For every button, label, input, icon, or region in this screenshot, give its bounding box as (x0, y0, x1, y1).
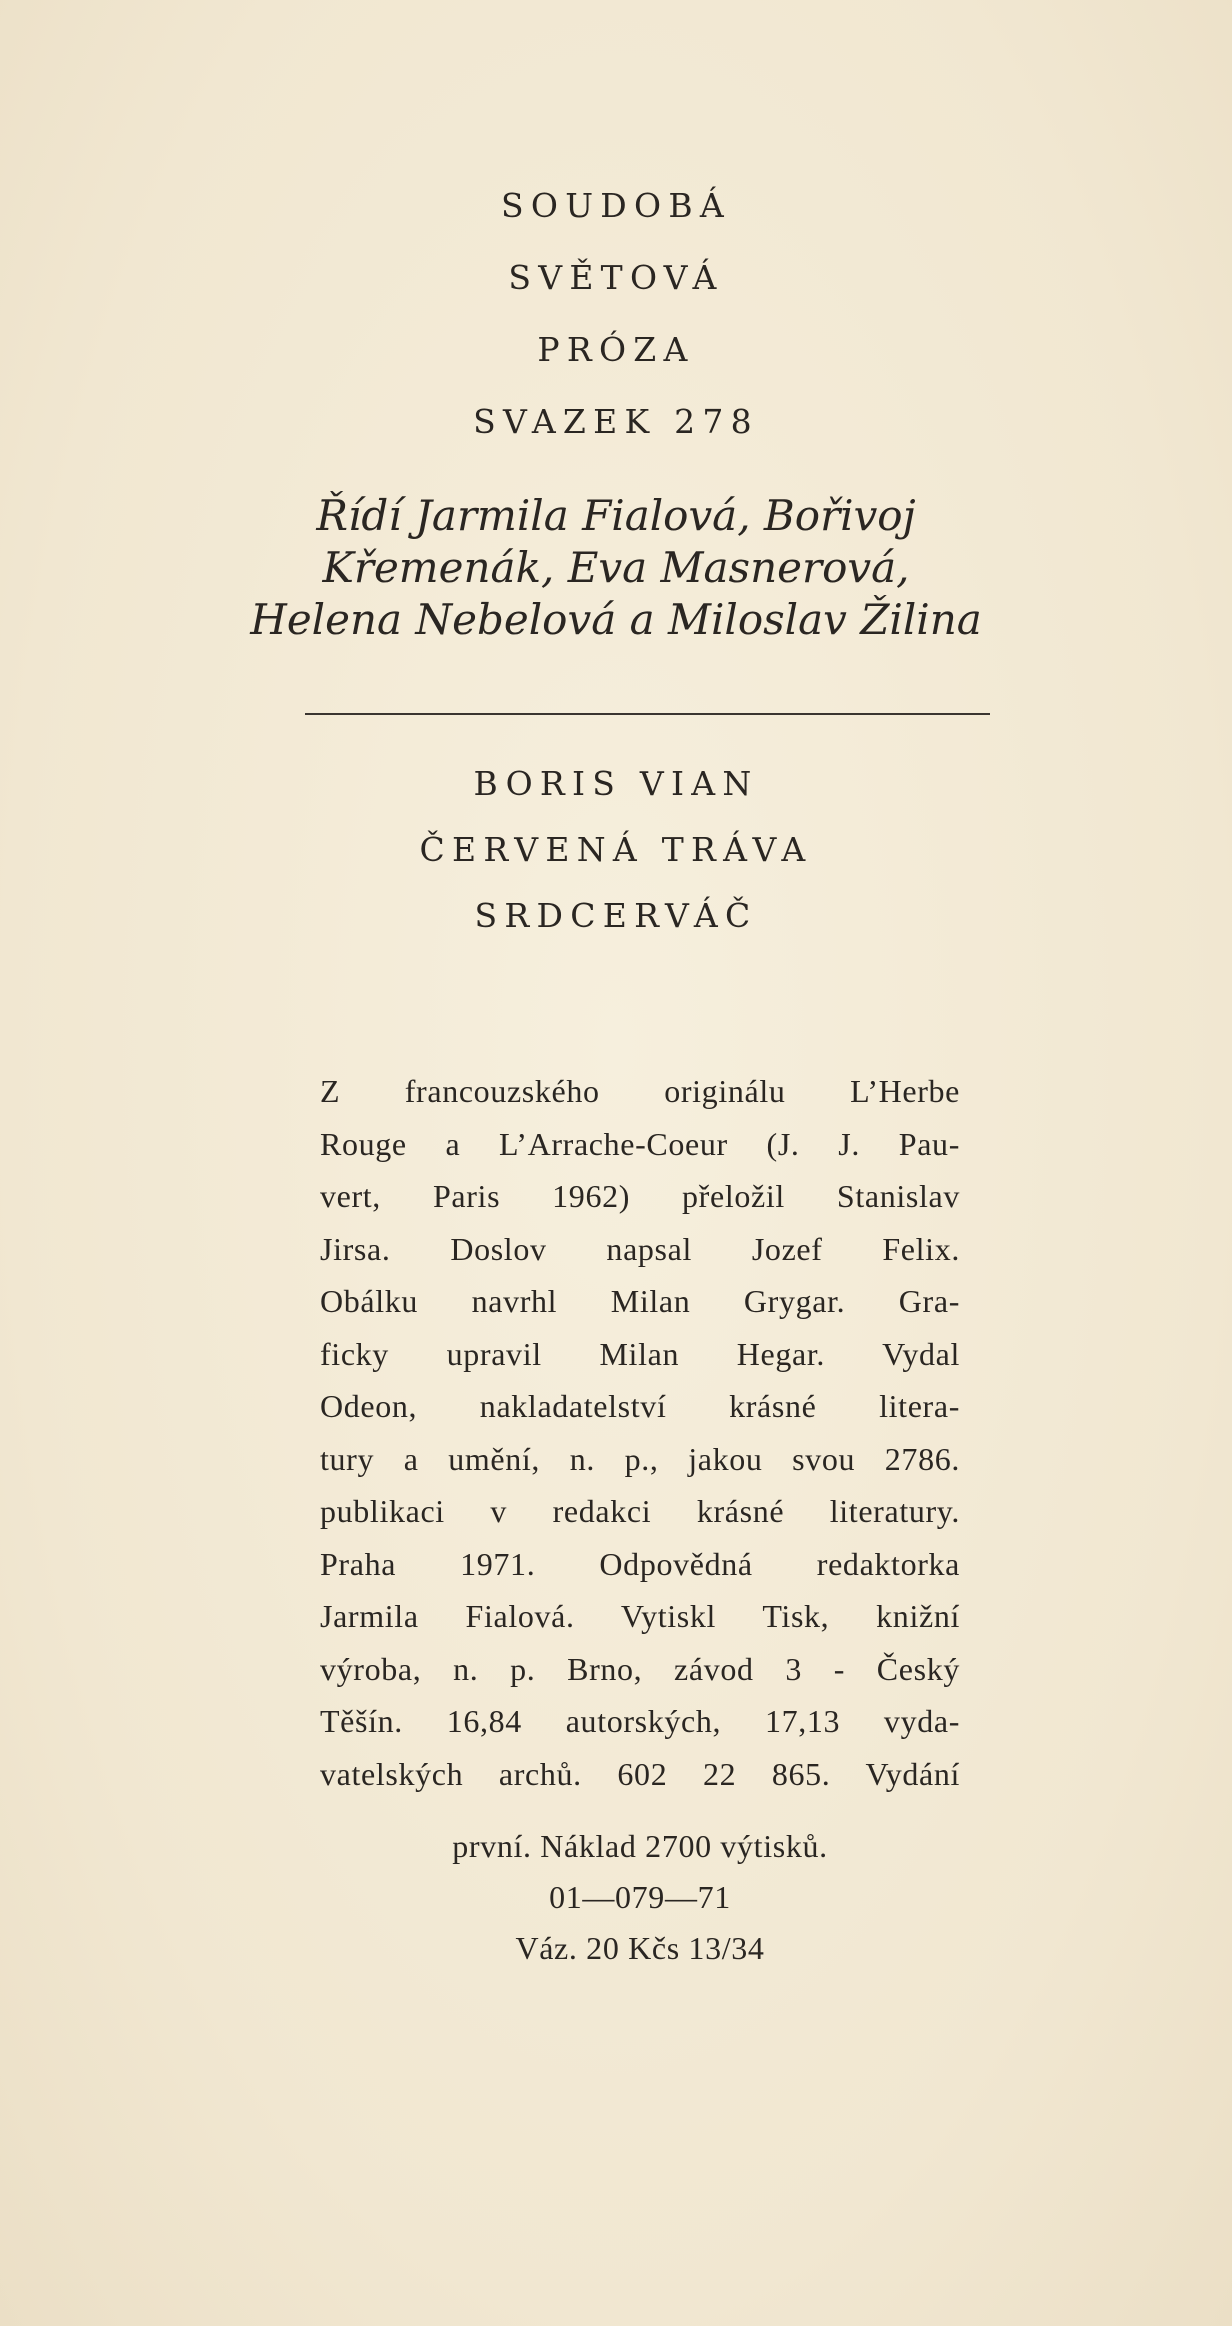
colophon-line: první. Náklad 2700 výtisků. (452, 1828, 828, 1864)
series-line-3: PRÓZA (537, 330, 695, 369)
colophon-line: Rouge a L’Arrache-Coeur (J. J. Pau- (320, 1125, 960, 1162)
colophon-line: Praha 1971. Odpovědná redaktorka (320, 1545, 960, 1582)
series-line-1: SOUDOBÁ (501, 186, 731, 225)
colophon-line: výroba, n. p. Brno, závod 3 - Český (320, 1650, 960, 1687)
colophon-line: Obálku navrhl Milan Grygar. Gra- (320, 1283, 960, 1319)
colophon-line: Z francouzského originálu L’Herbe (320, 1073, 960, 1109)
colophon-line: ficky upravil Milan Hegar. Vydal (320, 1335, 960, 1372)
book-author: BORIS VIAN (473, 764, 759, 803)
colophon-line: vert, Paris 1962) přeložil Stanislav (320, 1178, 960, 1214)
colophon-line: Odeon, nakladatelství krásné litera- (320, 1388, 960, 1424)
colophon-price: Váz. 20 Kčs 13/34 (515, 1930, 765, 1966)
colophon-line: Jarmila Fialová. Vytiskl Tisk, knižní (320, 1598, 960, 1634)
colophon-line: vatelských archů. 602 22 865. Vydání (320, 1755, 960, 1792)
series-line-2: SVĚTOVÁ (508, 258, 724, 297)
colophon-line: tury a umění, n. p., jakou svou 2786. (320, 1440, 960, 1477)
colophon-catalog-number: 01—079—71 (549, 1879, 731, 1915)
editors-line-2: Křemenák, Eva Masnerová, (322, 543, 910, 592)
divider-rule (305, 713, 990, 715)
series-volume: SVAZEK 278 (473, 402, 759, 441)
colophon-line: Těšín. 16,84 autorských, 17,13 vyda- (320, 1703, 960, 1739)
editors-line-3: Helena Nebelová a Miloslav Žilina (250, 595, 982, 644)
book-title-2: SRDCERVÁČ (474, 896, 758, 935)
colophon-line: Jirsa. Doslov napsal Jozef Felix. (320, 1230, 960, 1267)
editors-line-1: Řídí Jarmila Fialová, Bořivoj (316, 491, 916, 540)
book-title-1: ČERVENÁ TRÁVA (419, 830, 813, 869)
colophon-line: publikaci v redakci krásné literatury. (320, 1493, 960, 1529)
